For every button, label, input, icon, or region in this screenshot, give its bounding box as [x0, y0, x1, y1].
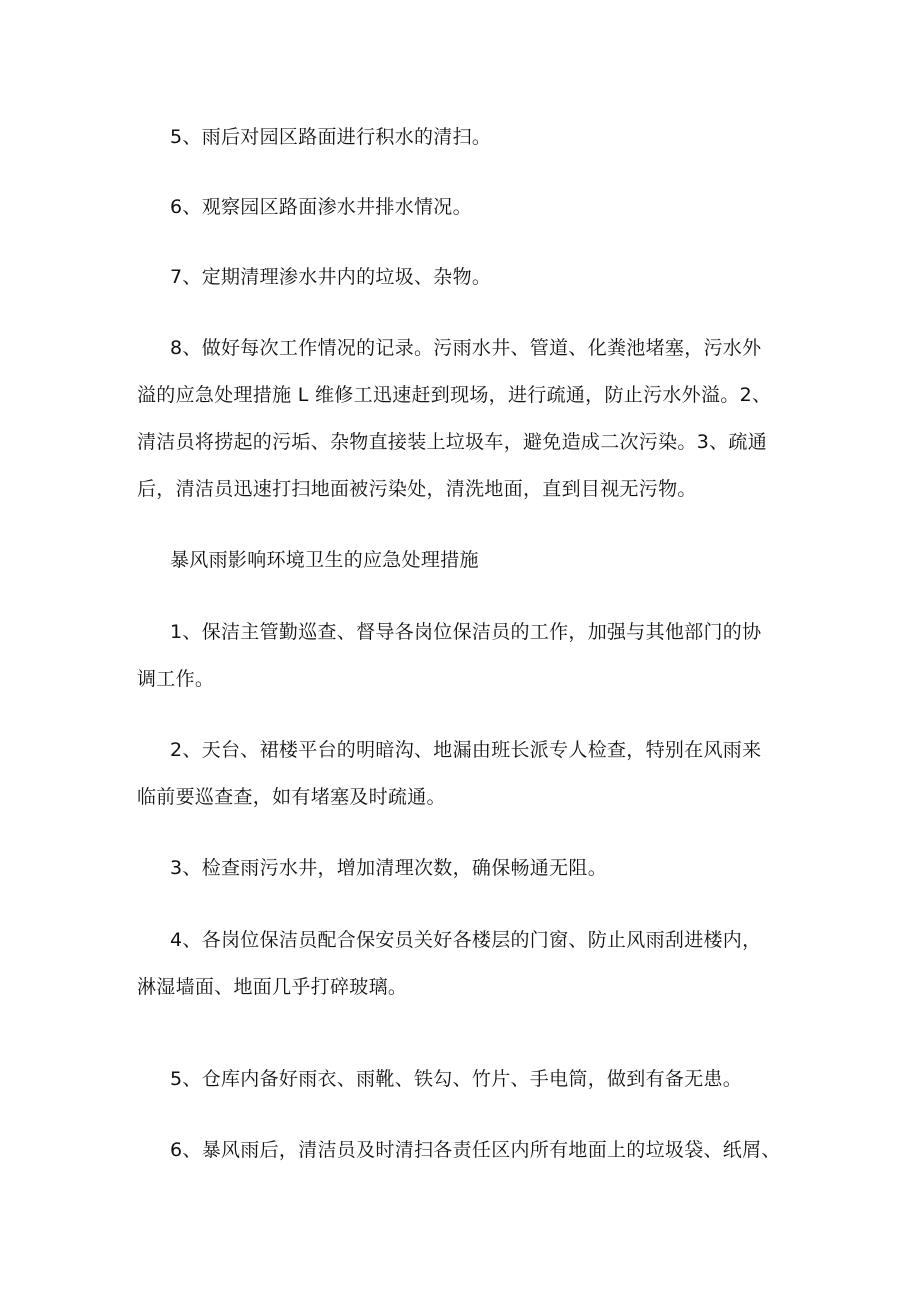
text-line: 3、检查雨污水井，增加清理次数，确保畅通无阻。 [170, 857, 607, 879]
text-line: 溢的应急处理措施 L 维修工迅速赶到现场，进行疏通，防止污水外溢。2、 [137, 384, 772, 406]
text-line: 临前要巡查查，如有堵塞及时疏通。 [137, 786, 446, 808]
paragraph-storm-item-1 [137, 609, 797, 703]
paragraph-drain-clean [137, 254, 797, 301]
text-line: 调工作。 [137, 668, 215, 690]
text-line: 6、观察园区路面渗水井排水情况。 [170, 196, 472, 218]
text-line: 暴风雨影响环境卫生的应急处理措施 [170, 549, 479, 571]
text-line: 后，清洁员迅速打扫地面被污染处，清洗地面，直到目视无污物。 [137, 478, 697, 500]
paragraph-storm-item-4 [137, 917, 797, 1011]
text-line: 2、天台、裙楼平台的明暗沟、地漏由班长派专人检查，特别在风雨来 [170, 739, 762, 761]
text-line: 5、仓库内备好雨衣、雨靴、铁勾、竹片、手电筒，做到有备无患。 [170, 1068, 743, 1090]
paragraph-storm-item-2 [137, 727, 797, 821]
paragraph-storm-item-5 [137, 1056, 797, 1103]
text-line: 8、做好每次工作情况的记录。污雨水井、管道、化粪池堵塞，污水外 [170, 337, 762, 359]
text-line: 4、各岗位保洁员配合保安员关好各楼层的门窗、防止风雨刮进楼内， [170, 929, 762, 951]
section-heading-storm [137, 537, 797, 584]
text-line: 清洁员将捞起的污垢、杂物直接装上垃圾车，避免造成二次污染。3、疏通 [137, 431, 767, 453]
text-line: 淋湿墙面、地面几乎打碎玻璃。 [137, 976, 408, 998]
paragraph-rain-cleanup [137, 114, 797, 161]
paragraph-record-and-sewage [137, 325, 797, 513]
text-line: 5、雨后对园区路面进行积水的清扫。 [170, 126, 492, 148]
text-line: 6、暴风雨后，清洁员及时清扫各责任区内所有地面上的垃圾袋、纸屑、 [170, 1139, 781, 1161]
paragraph-storm-item-3 [137, 845, 797, 892]
paragraph-storm-item-6 [137, 1127, 797, 1174]
paragraph-drain-observe [137, 184, 797, 231]
text-line: 7、定期清理渗水井内的垃圾、杂物。 [170, 266, 492, 288]
text-line: 1、保洁主管勤巡查、督导各岗位保洁员的工作，加强与其他部门的协 [170, 621, 762, 643]
